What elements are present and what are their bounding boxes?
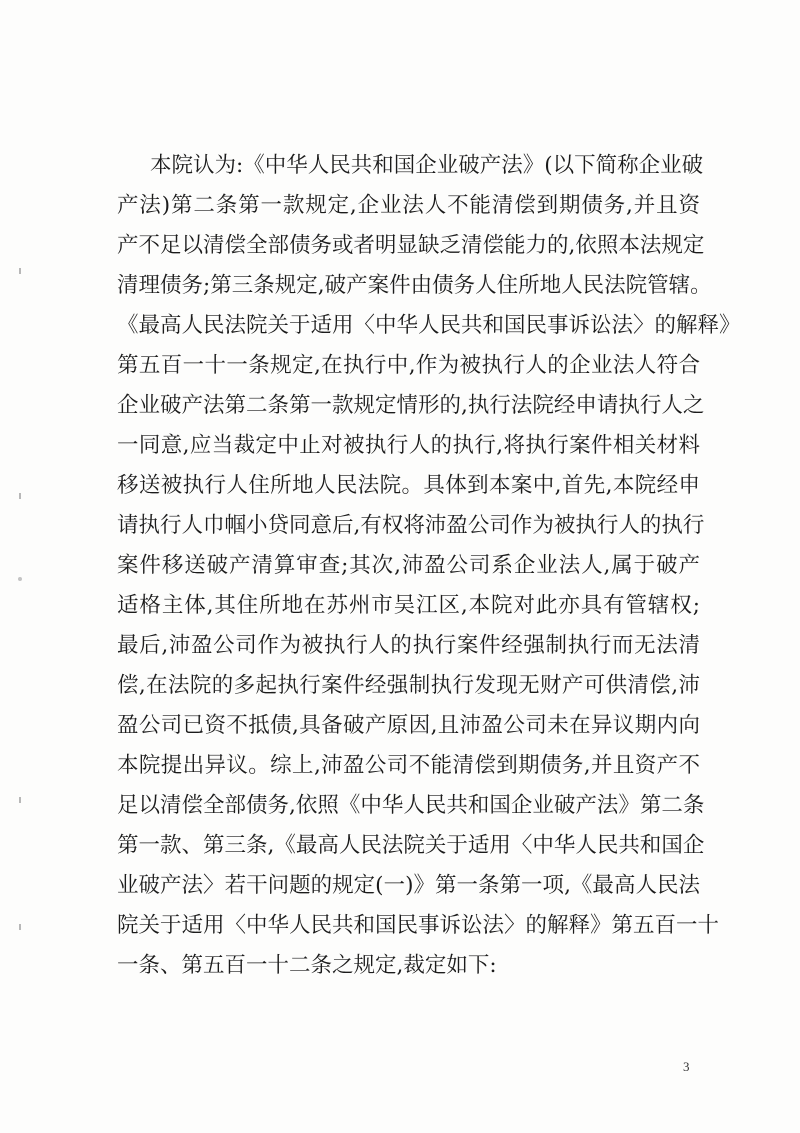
- text-line: 适格主体,其住所地在苏州市吴江区,本院对此亦具有管辖权;: [117, 593, 700, 618]
- text-line: 足以清偿全部债务,依照《中华人民共和国企业破产法》第二条: [117, 793, 705, 818]
- text-line: 移送被执行人住所地人民法院。具体到本案中,首先,本院经申: [117, 473, 700, 498]
- text-line: 一同意,应当裁定中止对被执行人的执行,将执行案件相关材料: [117, 433, 700, 458]
- binding-mark: [19, 493, 21, 499]
- text-line: 企业破产法第二条第一款规定情形的,执行法院经申请执行人之: [117, 393, 705, 418]
- text-line: 偿,在法院的多起执行案件经强制执行发现无财产可供清偿,沛: [117, 673, 700, 698]
- text-line: 本院认为:《中华人民共和国企业破产法》(以下简称企业破: [150, 153, 704, 178]
- text-line: 业破产法〉若干问题的规定(一)》第一条第一项,《最高人民法: [117, 873, 700, 898]
- binding-mark: [19, 924, 21, 930]
- text-line: 清理债务;第三条规定,破产案件由债务人住所地人民法院管辖。: [117, 273, 712, 298]
- text-line: 盈公司已资不抵债,具备破产原因,且沛盈公司未在异议期内向: [117, 713, 700, 738]
- text-line: 《最高人民法院关于适用〈中华人民共和国民事诉讼法〉的解释》: [117, 313, 741, 338]
- text-line: 产不足以清偿全部债务或者明显缺乏清偿能力的,依照本法规定: [117, 233, 705, 258]
- text-line: 产法)第二条第一款规定,企业法人不能清偿到期债务,并且资: [117, 193, 700, 218]
- text-line: 院关于适用〈中华人民共和国民事诉讼法〉的解释》第五百一十: [117, 913, 720, 938]
- text-line: 本院提出异议。综上,沛盈公司不能清偿到期债务,并且资产不: [117, 753, 700, 778]
- text-line: 第一款、第三条,《最高人民法院关于适用〈中华人民共和国企: [117, 833, 705, 858]
- text-line: 案件移送破产清算审查;其次,沛盈公司系企业法人,属于破产: [117, 553, 700, 578]
- text-line: 一条、第五百一十二条之规定,裁定如下:: [117, 953, 497, 978]
- binding-mark: [19, 797, 21, 803]
- text-line: 请执行人巾帼小贷同意后,有权将沛盈公司作为被执行人的执行: [117, 513, 705, 538]
- page-number: 3: [683, 1059, 690, 1074]
- binding-hole: [18, 577, 22, 581]
- text-line: 第五百一十一条规定,在执行中,作为被执行人的企业法人符合: [117, 353, 700, 378]
- binding-mark: [19, 268, 21, 274]
- text-line: 最后,沛盈公司作为被执行人的执行案件经强制执行而无法清: [117, 633, 700, 658]
